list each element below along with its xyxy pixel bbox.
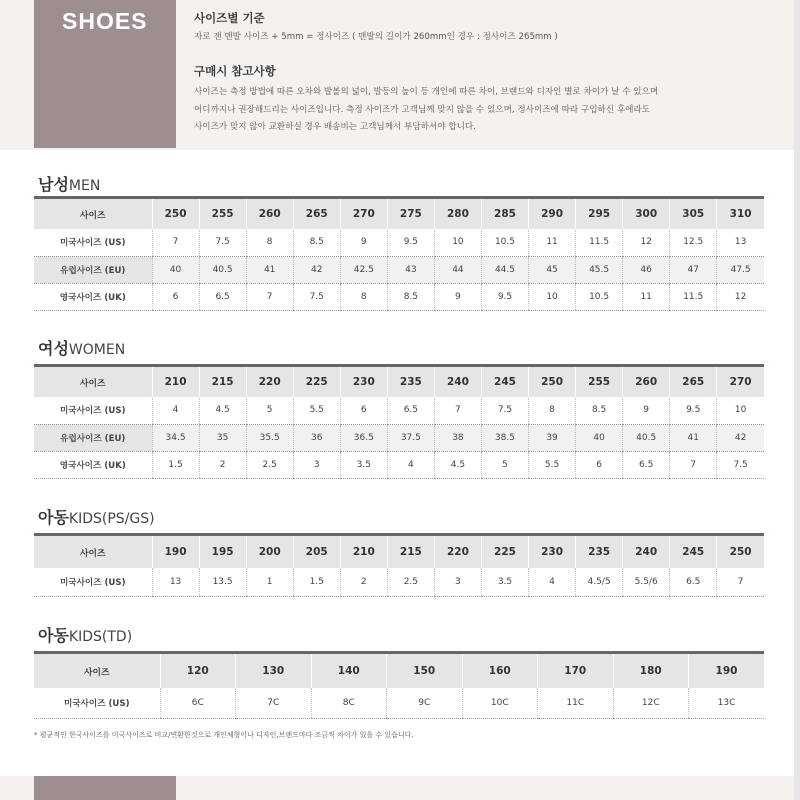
size-cell: 9.5: [670, 397, 717, 424]
kids-psgs-size-table: [34, 536, 764, 597]
size-cell: 35.5: [246, 424, 293, 451]
size-header-cell: 215: [387, 536, 434, 568]
row-label: 사이즈: [34, 367, 152, 397]
size-cell: 1: [246, 568, 293, 596]
size-cell: 35: [199, 424, 246, 451]
size-header-cell: 240: [434, 367, 481, 397]
size-cell: 40.5: [199, 256, 246, 283]
size-cell: 9C: [387, 688, 463, 718]
size-header-cell: 275: [387, 199, 434, 229]
size-cell: 47.5: [717, 256, 764, 283]
size-cell: 7: [434, 397, 481, 424]
size-cell: 46: [623, 256, 670, 283]
size-header-cell: 195: [199, 536, 246, 568]
size-cell: 41: [670, 424, 717, 451]
size-cell: 5.5: [529, 451, 576, 478]
row-label: 유럽사이즈 (EU): [34, 256, 152, 283]
table-row: [34, 397, 764, 424]
size-header-cell: 250: [152, 199, 199, 229]
size-cell: 11.5: [576, 229, 623, 256]
size-header-cell: 280: [434, 199, 481, 229]
row-label: 미국사이즈 (US): [34, 397, 152, 424]
size-header-cell: 245: [670, 536, 717, 568]
size-cell: 7: [152, 229, 199, 256]
size-cell: 11: [529, 229, 576, 256]
men-section-title: [38, 172, 100, 195]
size-header-cell: 265: [670, 367, 717, 397]
size-cell: 7: [717, 568, 764, 596]
size-cell: 40.5: [623, 424, 670, 451]
size-cell: 38.5: [481, 424, 528, 451]
size-header-cell: 220: [434, 536, 481, 568]
size-header-cell: 215: [199, 367, 246, 397]
size-cell: 9: [623, 397, 670, 424]
size-cell: 3: [434, 568, 481, 596]
size-header-cell: 240: [623, 536, 670, 568]
size-header-cell: 180: [613, 654, 689, 688]
size-cell: 10.5: [576, 283, 623, 310]
size-header-cell: 245: [481, 367, 528, 397]
size-cell: 41: [246, 256, 293, 283]
purchase-note-line: 사이즈는 측정 방법에 따른 오차와 발볼의 넓이, 발등의 높이 등 개인에 따른 차이, 브랜드와 디자인 별로 차이가 날 수 있으며: [194, 87, 659, 97]
size-cell: 6.5: [387, 397, 434, 424]
section-title-en: MEN: [68, 178, 101, 194]
size-header-cell: 270: [340, 199, 387, 229]
table-row: [34, 283, 764, 310]
size-cell: 42.5: [340, 256, 387, 283]
size-header-cell: 235: [576, 536, 623, 568]
purchase-note-line: 어디까지나 권장해드리는 사이즈입니다. 측정 사이즈가 고객님께 맞지 않을 수 있으며, 정사이즈에 따라 구입하신 후에라도: [194, 104, 651, 115]
size-cell: 43: [387, 256, 434, 283]
size-cell: 5.5/6: [623, 568, 670, 596]
size-cell: 44: [434, 256, 481, 283]
size-cell: 4.5/5: [576, 568, 623, 596]
size-cell: 2: [199, 451, 246, 478]
size-header-cell: 225: [293, 367, 340, 397]
table-header-row: [34, 367, 764, 397]
size-header-cell: 260: [246, 199, 293, 229]
purchase-note-heading: 구매시 참고사항: [194, 64, 276, 78]
size-cell: 13C: [689, 688, 765, 718]
size-cell: 12C: [613, 688, 689, 718]
size-cell: 36: [293, 424, 340, 451]
size-cell: 8.5: [293, 229, 340, 256]
size-header-cell: 160: [462, 654, 538, 688]
size-header-cell: 210: [340, 536, 387, 568]
size-cell: 2.5: [387, 568, 434, 596]
size-header-cell: 225: [481, 536, 528, 568]
size-header-cell: 230: [529, 536, 576, 568]
size-header-cell: 120: [160, 654, 236, 688]
size-header-cell: 170: [538, 654, 614, 688]
size-cell: 8: [340, 283, 387, 310]
size-cell: 9.5: [387, 229, 434, 256]
purchase-note-line: 사이즈가 맞지 않아 교환하실 경우 배송비는 고객님께서 부담하셔야 합니다.: [194, 122, 476, 132]
size-cell: 13: [717, 229, 764, 256]
size-header-cell: 205: [293, 536, 340, 568]
size-cell: 4: [387, 451, 434, 478]
table-row: [34, 451, 764, 478]
size-cell: 10: [434, 229, 481, 256]
section-title-ko: 남성: [38, 175, 69, 194]
size-cell: 11.5: [670, 283, 717, 310]
size-cell: 10: [529, 283, 576, 310]
size-cell: 12.5: [670, 229, 717, 256]
page-edge: [794, 0, 800, 800]
size-cell: 7.5: [481, 397, 528, 424]
size-cell: 11: [623, 283, 670, 310]
row-label: 사이즈: [34, 199, 152, 229]
size-header-cell: 250: [717, 536, 764, 568]
size-cell: 10C: [462, 688, 538, 718]
size-header-cell: 270: [717, 367, 764, 397]
men-size-table: [34, 199, 764, 311]
size-cell: 8.5: [576, 397, 623, 424]
row-label: 영국사이즈 (UK): [34, 451, 152, 478]
size-header-cell: 190: [689, 654, 765, 688]
size-cell: 8: [529, 397, 576, 424]
size-cell: 47: [670, 256, 717, 283]
size-cell: 36.5: [340, 424, 387, 451]
size-cell: 45: [529, 256, 576, 283]
size-header-cell: 300: [623, 199, 670, 229]
size-cell: 42: [717, 424, 764, 451]
size-header-cell: 305: [670, 199, 717, 229]
table-row: [34, 229, 764, 256]
size-cell: 6: [340, 397, 387, 424]
women-section-title: [38, 336, 125, 359]
size-cell: 2.5: [246, 451, 293, 478]
table-header-row: [34, 654, 764, 688]
size-header-cell: 255: [576, 367, 623, 397]
size-header-cell: 255: [199, 199, 246, 229]
size-cell: 7.5: [293, 283, 340, 310]
size-cell: 6C: [160, 688, 236, 718]
row-label: 미국사이즈 (US): [34, 688, 160, 718]
size-cell: 13: [152, 568, 199, 596]
section-title-ko: 여성: [38, 339, 69, 358]
table-row: [34, 256, 764, 283]
size-cell: 6.5: [199, 283, 246, 310]
section-title-ko: 아동: [38, 626, 69, 645]
size-cell: 44.5: [481, 256, 528, 283]
size-cell: 39: [529, 424, 576, 451]
size-header-cell: 210: [152, 367, 199, 397]
size-header-cell: 130: [236, 654, 312, 688]
footnote: * 평균적인 한국사이즈를 미국사이즈로 비교/변환한것으로 개인체형이나 디자인,브랜드마다 조금씩 차이가 있을 수 있습니다.: [34, 731, 414, 739]
size-cell: 6.5: [623, 451, 670, 478]
size-cell: 11C: [538, 688, 614, 718]
table-header-row: [34, 199, 764, 229]
size-cell: 7.5: [717, 451, 764, 478]
size-cell: 9: [434, 283, 481, 310]
women-size-table: [34, 367, 764, 479]
size-cell: 6: [576, 451, 623, 478]
size-cell: 13.5: [199, 568, 246, 596]
size-cell: 45.5: [576, 256, 623, 283]
size-cell: 40: [576, 424, 623, 451]
section-title-en: WOMEN: [68, 342, 126, 358]
size-header-cell: 260: [623, 367, 670, 397]
size-header-cell: 310: [717, 199, 764, 229]
size-header-cell: 140: [311, 654, 387, 688]
size-cell: 3: [293, 451, 340, 478]
standard-heading: 사이즈별 기준: [194, 11, 265, 25]
size-cell: 1.5: [293, 568, 340, 596]
size-cell: 7C: [236, 688, 312, 718]
table-header-row: [34, 536, 764, 568]
size-cell: 40: [152, 256, 199, 283]
size-cell: 34.5: [152, 424, 199, 451]
size-cell: 4.5: [434, 451, 481, 478]
row-label: 미국사이즈 (US): [34, 568, 152, 596]
size-cell: 8.5: [387, 283, 434, 310]
standard-text: 자로 잰 맨발 사이즈 + 5mm = 정사이즈 ( 맨발의 길이가 260mm인 경우 : 정사이즈 265mm ): [194, 32, 558, 42]
size-cell: 12: [717, 283, 764, 310]
size-header-cell: 290: [529, 199, 576, 229]
size-cell: 6.5: [670, 568, 717, 596]
section-title-ko: 아동: [38, 508, 69, 527]
size-header-cell: 190: [152, 536, 199, 568]
kids-td-section-title: [38, 623, 132, 646]
size-cell: 4: [152, 397, 199, 424]
size-cell: 7: [246, 283, 293, 310]
size-cell: 9.5: [481, 283, 528, 310]
size-cell: 5: [246, 397, 293, 424]
size-cell: 2: [340, 568, 387, 596]
row-label: 사이즈: [34, 654, 160, 688]
section-title-en: KIDS(TD): [68, 629, 133, 645]
size-header-cell: 295: [576, 199, 623, 229]
size-header-cell: 220: [246, 367, 293, 397]
size-cell: 6: [152, 283, 199, 310]
bottom-label-box: [34, 776, 176, 800]
size-header-cell: 150: [387, 654, 463, 688]
size-cell: 12: [623, 229, 670, 256]
size-cell: 3.5: [481, 568, 528, 596]
size-header-cell: 250: [529, 367, 576, 397]
row-label: 미국사이즈 (US): [34, 229, 152, 256]
size-cell: 37.5: [387, 424, 434, 451]
size-cell: 42: [293, 256, 340, 283]
purchase-note-text: [194, 84, 764, 137]
kids-td-size-table: [34, 654, 764, 719]
size-cell: 7.5: [199, 229, 246, 256]
size-header-cell: 200: [246, 536, 293, 568]
row-label: 유럽사이즈 (EU): [34, 424, 152, 451]
table-row: [34, 688, 764, 718]
size-cell: 5.5: [293, 397, 340, 424]
size-cell: 8C: [311, 688, 387, 718]
kids-psgs-section-title: [38, 505, 155, 528]
section-title-en: KIDS(PS/GS): [68, 511, 155, 527]
size-header-cell: 235: [387, 367, 434, 397]
size-cell: 8: [246, 229, 293, 256]
size-cell: 10.5: [481, 229, 528, 256]
row-label: 사이즈: [34, 536, 152, 568]
row-label: 영국사이즈 (UK): [34, 283, 152, 310]
size-cell: 5: [481, 451, 528, 478]
size-cell: 38: [434, 424, 481, 451]
size-header-cell: 230: [340, 367, 387, 397]
size-cell: 4: [529, 568, 576, 596]
size-cell: 1.5: [152, 451, 199, 478]
size-cell: 4.5: [199, 397, 246, 424]
size-cell: 9: [340, 229, 387, 256]
shoes-title: SHOES: [62, 8, 148, 34]
size-cell: 3.5: [340, 451, 387, 478]
table-row: [34, 424, 764, 451]
size-cell: 10: [717, 397, 764, 424]
size-header-cell: 265: [293, 199, 340, 229]
table-row: [34, 568, 764, 596]
size-cell: 7: [670, 451, 717, 478]
size-header-cell: 285: [481, 199, 528, 229]
